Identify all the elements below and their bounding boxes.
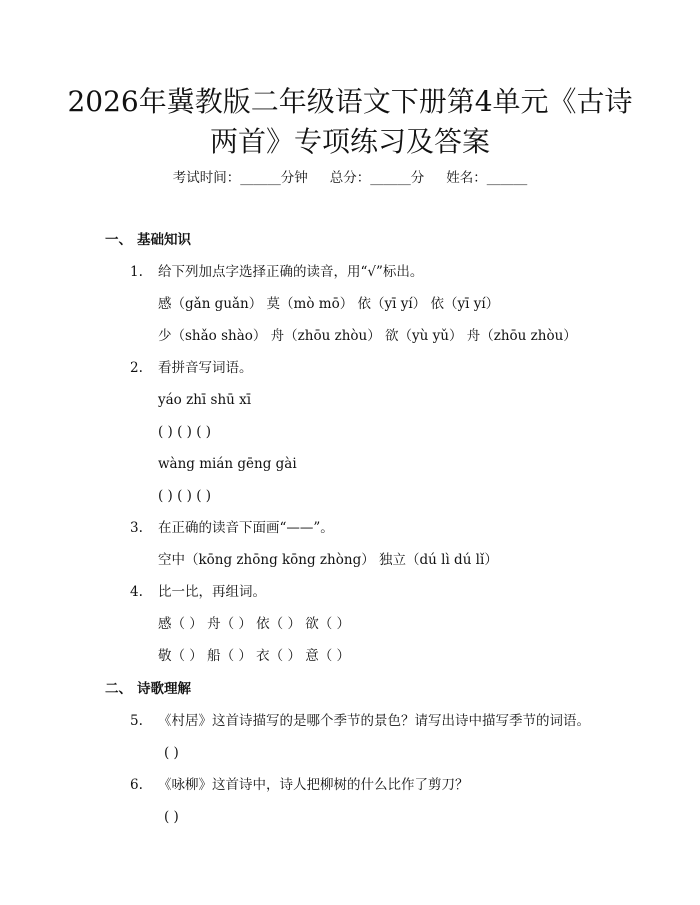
question-2-pinyin-2: wàng mián gēng gài <box>158 456 297 472</box>
student-name-field: 姓名：______ <box>446 170 528 186</box>
question-number: 5. <box>130 713 143 729</box>
document-title: 2026年冀教版二年级语文下册第4单元《古诗两首》专项练习及答案 <box>67 85 633 158</box>
question-number: 2. <box>130 360 143 376</box>
question-2-pinyin-1: yáo zhī shū xī <box>158 392 252 408</box>
question-2-blanks-2: ( ) ( ) ( ) <box>158 488 212 504</box>
exam-info-row <box>0 168 700 188</box>
question-1-line-2: 少（shǎo shào） 舟（zhōu zhòu） 欲（yù yǔ） 舟（zhōu zhòu） <box>158 328 577 344</box>
question-6-answer-blank: ( ) <box>164 809 179 825</box>
question-text: 《村居》这首诗描写的是哪个季节的景色？请写出诗中描写季节的词语。 <box>158 713 590 729</box>
question-6 <box>130 775 469 795</box>
question-number: 4. <box>130 584 143 600</box>
question-text: 给下列加点字选择正确的读音，用“√”标出。 <box>158 264 424 280</box>
section-heading-basic-knowledge <box>105 230 191 250</box>
section-number: 一、 <box>105 232 132 248</box>
exam-time-field: 考试时间：______分钟 <box>172 170 308 186</box>
question-text: 在正确的读音下面画“——”。 <box>158 520 334 536</box>
question-4-line-1: 感（ ） 舟（ ） 依（ ） 欲（ ） <box>158 616 351 632</box>
question-5-answer-blank: ( ) <box>164 745 179 761</box>
question-2 <box>130 358 253 378</box>
question-1-line-1: 感（gǎn guǎn） 莫（mò mō） 依（yī yí） 依（yī yí） <box>158 296 500 312</box>
question-1 <box>130 262 423 282</box>
question-number: 3. <box>130 520 143 536</box>
question-3 <box>130 518 334 538</box>
section-heading-poem-comprehension <box>105 679 191 699</box>
section-number: 二、 <box>105 681 132 697</box>
question-3-line-1: 空中（kōng zhōng kōng zhòng） 独立（dú lì dú lǐ） <box>158 552 498 568</box>
question-text: 《咏柳》这首诗中，诗人把柳树的什么比作了剪刀？ <box>158 777 469 793</box>
question-4 <box>130 582 266 602</box>
question-2-blanks-1: ( ) ( ) ( ) <box>158 424 212 440</box>
question-text: 比一比，再组词。 <box>158 584 266 600</box>
question-5 <box>130 711 590 731</box>
question-text: 看拼音写词语。 <box>158 360 253 376</box>
question-number: 1. <box>130 264 143 280</box>
total-score-field: 总分：______分 <box>329 170 425 186</box>
question-4-line-2: 敬（ ） 船（ ） 衣（ ） 意（ ） <box>158 648 351 664</box>
section-label: 诗歌理解 <box>137 681 191 697</box>
section-label: 基础知识 <box>137 232 191 248</box>
question-number: 6. <box>130 777 143 793</box>
